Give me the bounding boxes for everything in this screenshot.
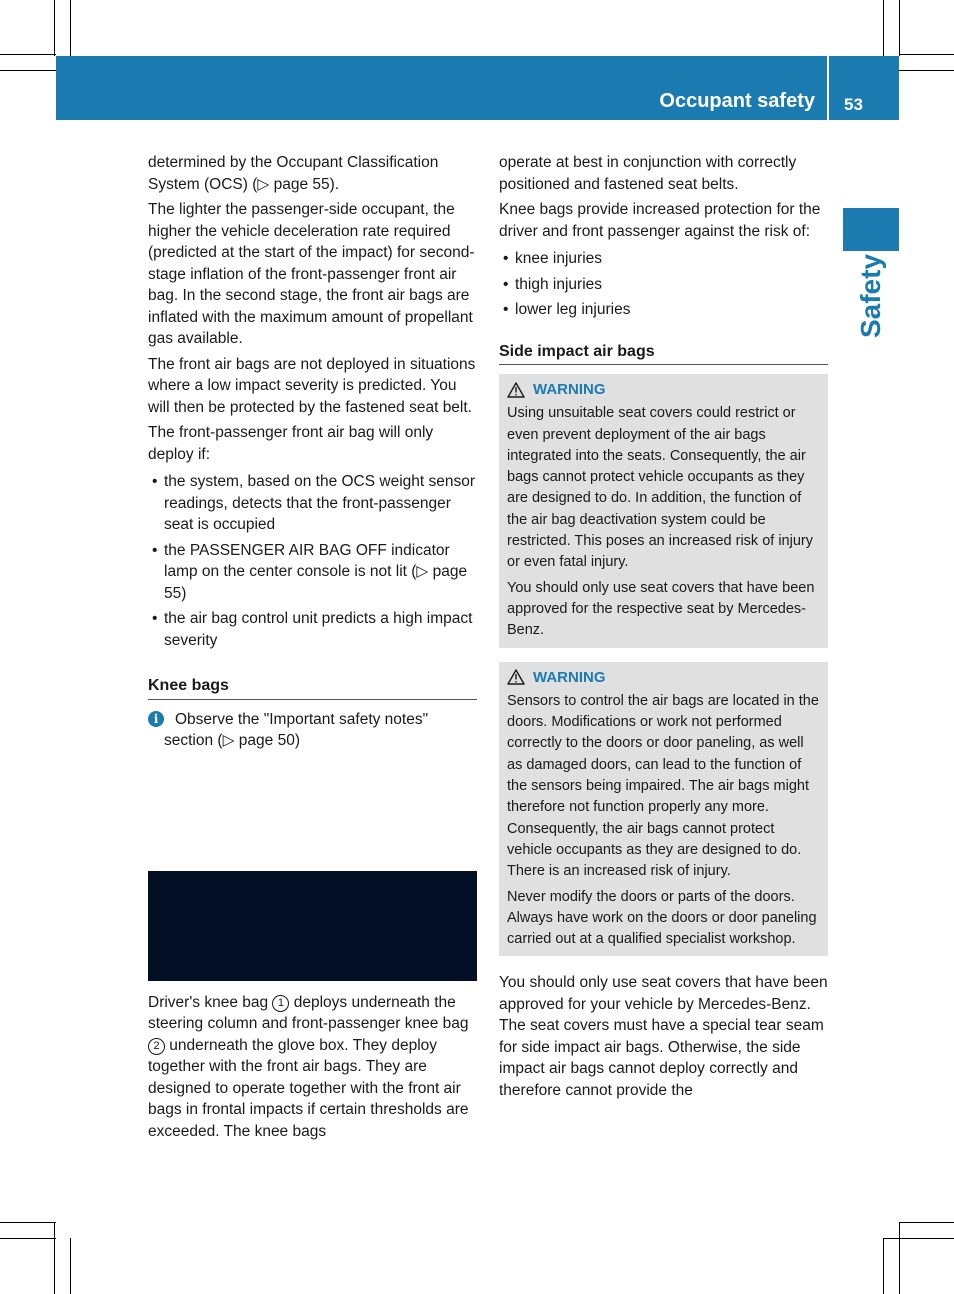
crop-mark bbox=[54, 1222, 55, 1294]
section-title: Occupant safety bbox=[659, 90, 815, 112]
list-item: • the PASSENGER AIR BAG OFF indicator lamp on the center console is not lit (▷ page 55) bbox=[148, 540, 477, 605]
paragraph: You should only use seat covers that have been approved for your vehicle by Mercedes-Benz. The seat covers must have a special tear seam for side impact air bags. Otherwise, the side impact air bags cannot deploy correctly and therefore cannot provide the bbox=[499, 974, 828, 1099]
warning-label: WARNING bbox=[533, 381, 606, 398]
callout-1: 1 bbox=[272, 995, 289, 1012]
deploy-conditions-list bbox=[148, 471, 477, 651]
side-impact-heading: Side impact air bags bbox=[499, 341, 828, 366]
figure-caption bbox=[148, 992, 477, 1143]
info-note-text: Observe the "Important safety notes" section (▷ page 50) bbox=[164, 710, 429, 749]
warning-triangle-icon bbox=[507, 382, 525, 398]
knee-bags-heading: Knee bags bbox=[148, 675, 477, 700]
crop-mark bbox=[899, 1222, 954, 1223]
paragraph: The front air bags are not deployed in situations where a low impact severity is predicted. You will then be protected by the fastened seat belt. bbox=[148, 355, 476, 416]
list-item: • the air bag control unit predicts a high impact severity bbox=[148, 608, 477, 651]
paragraph: Knee bags provide increased protection for the driver and front passenger against the risk of: bbox=[499, 201, 821, 240]
crop-mark bbox=[70, 1238, 71, 1294]
warning-triangle-icon bbox=[507, 669, 525, 685]
page-header bbox=[56, 56, 899, 120]
chapter-tab bbox=[843, 208, 899, 251]
info-note bbox=[148, 709, 477, 752]
list-item: • knee injuries bbox=[499, 248, 828, 270]
caption-text: Driver's knee bag bbox=[148, 993, 273, 1011]
crop-mark bbox=[70, 0, 71, 56]
crop-mark bbox=[883, 1238, 884, 1294]
warning-text: Never modify the doors or parts of the doors. Always have work on the doors or door paneling carried out at a qualified specialist workshop. bbox=[507, 888, 817, 948]
crop-mark bbox=[899, 54, 954, 55]
paragraph: determined by the Occupant Classification System (OCS) (▷ page 55). bbox=[148, 154, 439, 193]
warning-text: Using unsuitable seat covers could restrict or even prevent deployment of the air bags integrated into the seats. Consequently, the air bags cannot protect vehicle occupants as they are designed to do. In addition, the function of the air bag deactivation system could be restricted. This poses an increased risk of injury or even fatal injury. bbox=[507, 405, 813, 571]
warning-text: You should only use seat covers that have been approved for the respective seat by Mercedes-Benz. bbox=[507, 579, 815, 639]
page-number: 53 bbox=[844, 95, 863, 114]
caption-text: underneath the glove box. They deploy together with the front air bags. They are designed to operate together with the front air bags in frontal impacts if certain thresholds are exceeded. The knee bags bbox=[148, 1036, 469, 1140]
crop-mark bbox=[0, 70, 56, 71]
crop-mark bbox=[899, 0, 900, 56]
callout-2: 2 bbox=[148, 1038, 165, 1055]
warning-label: WARNING bbox=[533, 668, 606, 686]
paragraph: operate at best in conjunction with correctly positioned and fastened seat belts. bbox=[499, 154, 797, 193]
list-item: • lower leg injuries bbox=[499, 299, 828, 321]
crop-mark bbox=[54, 0, 55, 56]
caption-text: deploys underneath the steering column and front-passenger knee bag bbox=[148, 993, 469, 1032]
crop-mark bbox=[0, 1238, 56, 1239]
info-icon: i bbox=[148, 711, 164, 727]
chapter-label: Safety bbox=[855, 253, 886, 339]
knee-bag-figure bbox=[148, 871, 477, 981]
warning-title bbox=[507, 667, 820, 688]
injury-list bbox=[499, 248, 828, 321]
warning-text: Sensors to control the air bags are located in the doors. Modifications or work not performed correctly to the doors or door paneling, as well as damaged doors, can lead to the function of the sensors being impaired. The air bags might therefore not function properly any more. Consequently, the air bags cannot protect vehicle occupants as they are designed to do. There is an increased risk of injury. bbox=[507, 692, 819, 880]
crop-mark bbox=[0, 1222, 56, 1223]
paragraph: The front-passenger front air bag will only deploy if: bbox=[148, 424, 434, 463]
crop-mark bbox=[899, 70, 954, 71]
header-divider bbox=[827, 56, 829, 120]
right-column bbox=[499, 152, 828, 1105]
list-item: • the system, based on the OCS weight sensor readings, detects that the front-passenger seat is occupied bbox=[148, 471, 477, 536]
paragraph: The lighter the passenger-side occupant, the higher the vehicle deceleration rate required (predicted at the start of the impact) for second-stage inflation of the front-passenger front air bag. In the second stage, the front air bags are inflated with the maximum amount of propellant gas available. bbox=[148, 201, 475, 347]
crop-mark bbox=[883, 1238, 954, 1239]
warning-box bbox=[499, 662, 828, 957]
warning-title bbox=[507, 379, 820, 400]
left-column bbox=[148, 152, 477, 1146]
crop-mark bbox=[883, 0, 884, 56]
crop-mark bbox=[899, 1222, 900, 1294]
crop-mark bbox=[0, 54, 56, 55]
warning-box bbox=[499, 374, 828, 648]
list-item: • thigh injuries bbox=[499, 274, 828, 296]
